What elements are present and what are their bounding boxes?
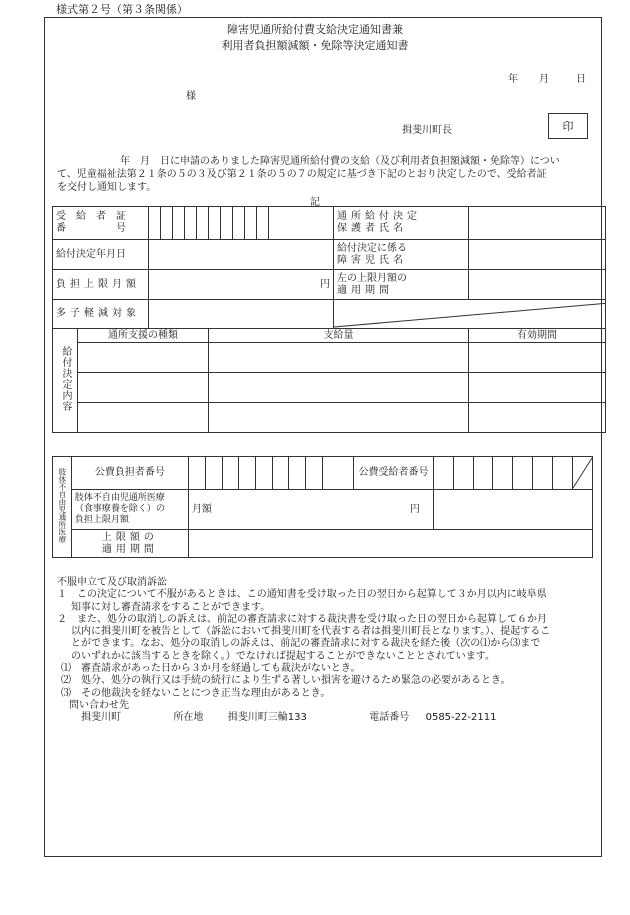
medical-recipient-digit[interactable] (513, 457, 533, 490)
recipient-no-spacer (269, 207, 334, 240)
appeal-notes (57, 577, 597, 725)
notes-heading: 不服申立て及び取消訴訟 (57, 577, 167, 588)
ki-heading: 記 (310, 197, 320, 208)
support-type-cell[interactable] (78, 403, 209, 433)
contact-org: 揖斐川町 (81, 712, 121, 724)
seal-text: 印 (562, 120, 574, 133)
note-2c: とができます。なお、処分の取消しの訴えは、前記の審査請求に対する裁決を経た後（次の⑴から⑶まで (71, 638, 541, 650)
date-day: 日 (576, 74, 586, 85)
body-line-2: て、児童福祉法第２１条の５の３及び第２１条の５の７の規定に基づき下記のとおり決定したので、受給者証 (57, 169, 547, 180)
yen-unit: 円 (320, 278, 330, 290)
medical-table (52, 456, 593, 558)
recipient-no-label: 公費受給者番号 (354, 457, 434, 490)
medical-recipient-digit[interactable] (453, 457, 473, 490)
diagonal-cell (334, 300, 606, 329)
diagonal-line (334, 300, 606, 328)
medical-recipient-digit[interactable] (533, 457, 553, 490)
medical-period-label: 上限額の 適用期間 (71, 530, 188, 558)
decision-date-field[interactable] (149, 240, 334, 270)
recipient-no-digit[interactable] (161, 207, 173, 240)
period-label: 左の上限月額の 適用期間 (334, 270, 469, 300)
medical-limit-label: 肢体不自由児通所医療 （食事療養を除く）の 負担上限月額 (71, 490, 188, 530)
payer-no-label: 公費負担者番号 (71, 457, 188, 490)
period-field[interactable] (469, 270, 606, 300)
note-item-2: ⑵ 処分、処分の執行又は手続の続行により生ずる著しい損害を避けるため緊急の必要があるとき。 (61, 675, 511, 687)
payer-no-digit[interactable] (205, 457, 222, 490)
recipient-no-digit[interactable] (245, 207, 257, 240)
section-label: 給付決定内容 (53, 329, 78, 433)
child-name-label: 給付決定に係る 障害児氏名 (334, 240, 469, 270)
diagonal-line-small (573, 457, 592, 489)
contact-tel: 0585-22-2111 (425, 712, 497, 724)
payer-no-digit[interactable] (306, 457, 323, 490)
note-1a: １ この決定について不服があるときは、この通知書を受け取った日の翌日から起算して３か月以内に岐阜県 (57, 589, 547, 601)
body-line-3: を交付し通知します。 (57, 182, 157, 193)
guardian-name-label: 通所給付決定 保護者氏名 (334, 207, 469, 240)
guardian-name-field[interactable] (469, 207, 606, 240)
payer-no-digit[interactable] (289, 457, 306, 490)
limit-label: 負担上限月額 (53, 270, 149, 300)
note-1b: 知事に対し審査請求をすることができます。 (71, 601, 271, 613)
medical-limit-blank (433, 490, 592, 530)
payer-no-digit[interactable] (222, 457, 239, 490)
recipient-no-digit[interactable] (149, 207, 161, 240)
valid-period-cell[interactable] (469, 373, 606, 403)
recipient-no-label: 受 給 者 証 番 号 (53, 207, 149, 240)
recipient-no-digit[interactable] (221, 207, 233, 240)
medical-period-field[interactable] (189, 530, 593, 558)
body-line-1: 年 月 日に申請のありました障害児通所給付費の支給（及び利用者負担額減額・免除等）につい (120, 156, 560, 167)
recipient-no-digit[interactable] (197, 207, 209, 240)
medical-side-label: 肢体不自由児通所医療 (53, 457, 72, 558)
amount-cell[interactable] (209, 343, 469, 373)
decision-table (52, 206, 606, 433)
note-2a: ２ また、処分の取消しの訴えは、前記の審査請求に対する裁決書を受け取った日の翌日から起算して６か月 (57, 613, 547, 625)
valid-period-cell[interactable] (469, 343, 606, 373)
payer-no-spacer (322, 457, 353, 490)
medical-recipient-digit[interactable] (553, 457, 573, 490)
note-item-3: ⑶ その他裁決を経ないことにつき正当な理由があるとき。 (61, 687, 331, 699)
recipient-no-digit[interactable] (173, 207, 185, 240)
multi-child-label: 多子軽減対象 (53, 300, 149, 329)
recipient-no-digit[interactable] (233, 207, 245, 240)
date-year: 年 (508, 74, 518, 85)
support-type-cell[interactable] (78, 343, 209, 373)
multi-child-field[interactable] (149, 300, 334, 329)
payer-no-digit[interactable] (255, 457, 272, 490)
title-line-1: 障害児通所給付費支給決定通知書兼 (227, 23, 403, 36)
medical-yen-unit: 円 (409, 503, 420, 515)
support-type-cell[interactable] (78, 373, 209, 403)
amount-cell[interactable] (209, 403, 469, 433)
note-2d: のいずれかに該当するときを除く。）でなければ提起することができないこととされています。 (71, 650, 495, 662)
note-2b: 以内に揖斐川町を被告として（訴訟において揖斐川町を代表する者は揖斐川町長となります。）、提起するこ (71, 626, 551, 638)
addressee-suffix: 様 (186, 91, 196, 102)
decision-date-label: 給付決定年月日 (53, 240, 149, 270)
recipient-no-digit[interactable] (185, 207, 197, 240)
medical-recipient-digit[interactable] (493, 457, 513, 490)
col-amount: 支給量 (209, 329, 469, 343)
document-frame (44, 17, 602, 857)
col-support-type: 通所支援の種類 (78, 329, 209, 343)
contact-address: 揖斐川町三輪133 (227, 712, 307, 724)
valid-period-cell[interactable] (469, 403, 606, 433)
title-line-2: 利用者負担額減額・免除等決定通知書 (221, 39, 409, 52)
recipient-no-digit[interactable] (257, 207, 269, 240)
amount-cell[interactable] (209, 373, 469, 403)
medical-recipient-digit[interactable] (433, 457, 453, 490)
date-month: 月 (539, 74, 549, 85)
col-valid-period: 有効期間 (469, 329, 606, 343)
medical-recipient-digit[interactable] (473, 457, 493, 490)
monthly-label: 月額 (192, 503, 213, 515)
issuer: 揖斐川町長 (402, 125, 452, 136)
payer-no-digit[interactable] (189, 457, 206, 490)
medical-recipient-last (572, 457, 592, 490)
payer-no-digit[interactable] (272, 457, 289, 490)
payer-no-digit[interactable] (239, 457, 256, 490)
seal-box (548, 113, 588, 139)
child-name-field[interactable] (469, 240, 606, 270)
note-item-1: ⑴ 審査請求があった日から３か月を経過しても裁決がないとき。 (61, 663, 361, 675)
contact-heading: 問い合わせ先 (69, 699, 129, 711)
contact-address-label: 所在地 (173, 712, 204, 724)
recipient-no-digit[interactable] (209, 207, 221, 240)
form-number: 様式第２号（第３条関係） (56, 3, 188, 16)
limit-field[interactable] (149, 270, 334, 300)
medical-limit-field[interactable] (189, 490, 434, 530)
contact-tel-label: 電話番号 (369, 712, 410, 724)
contact-line (57, 712, 597, 724)
